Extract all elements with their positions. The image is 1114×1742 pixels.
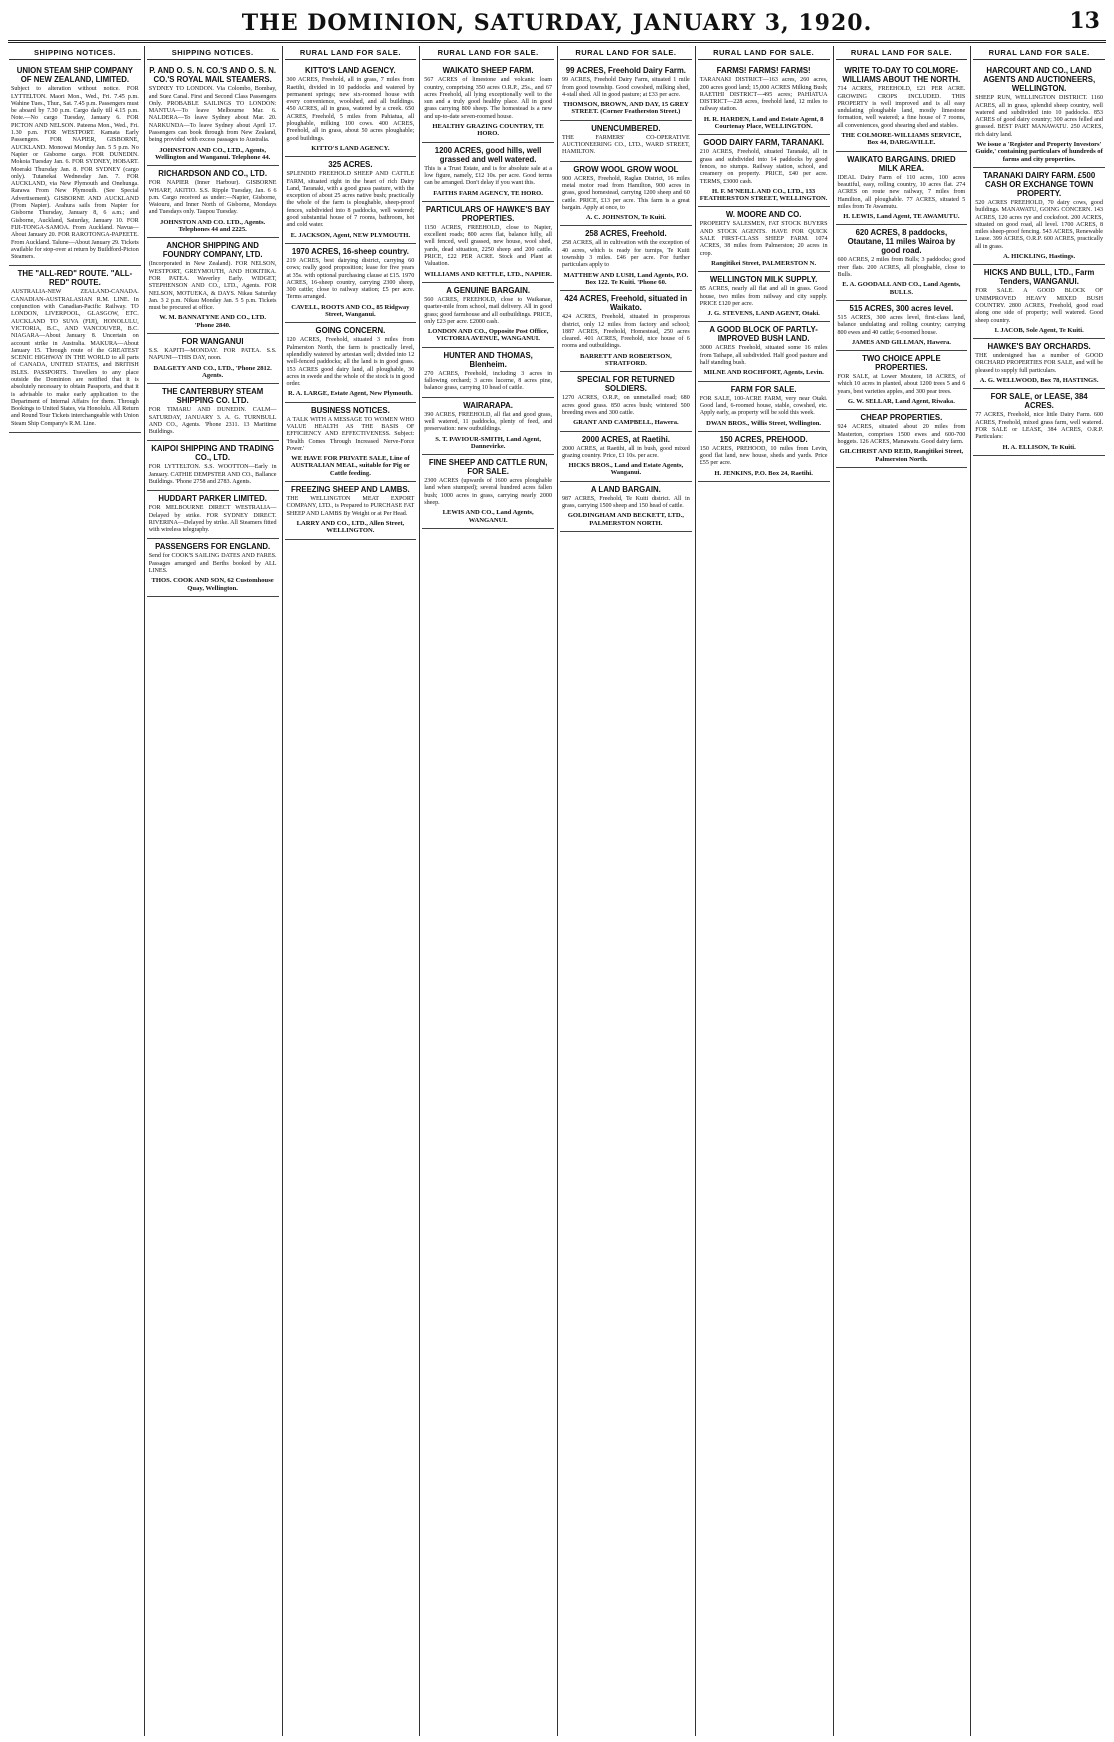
ad-title: 258 ACRES, Freehold. <box>585 229 667 239</box>
ad-title: A GOOD BLOCK OF PARTLY-IMPROVED BUSH LAND. <box>709 325 818 344</box>
advertisement <box>285 244 417 323</box>
ad-title: 2000 ACRES, at Raetihi. <box>581 434 670 444</box>
ad-title: TARANAKI DAIRY FARM. £500 CASH OR EXCHANGE TOWN PROPERTY. <box>983 170 1096 198</box>
ad-body: 600 ACRES, 2 miles from Bulls; 3 paddocks; good river flats. 200 ACRES, all ploughable, close to Bulls. <box>837 257 966 279</box>
ad-signature: I. JACOB, Sole Agent, Te Kuiti. <box>994 326 1084 334</box>
ad-body: A TALK WITH A MESSAGE TO WOMEN WHO VALUE HEALTH AS THE BASIS OF EFFICIENCY AND EFFECTIVENESS. Subject: 'Health Comes Through Increased Nerve-Force Power.' <box>286 416 415 452</box>
column-heading: SHIPPING NOTICES. <box>9 46 141 60</box>
ad-body: 258 ACRES, all in cultivation with the exception of 40 acres, which is ready for turnips, Te Kuiti township 3 miles. £46 per acre. For further particulars apply to <box>562 240 690 269</box>
advertisement <box>973 168 1105 265</box>
advertisement <box>560 482 692 532</box>
ad-title: 515 ACRES, 300 acres level. <box>849 303 954 313</box>
advertisement <box>836 152 968 226</box>
advertisement <box>560 162 692 227</box>
ad-title: HICKS AND BULL, LTD., Farm Tenders, WANGANUI. <box>983 268 1095 287</box>
advertisement <box>560 63 692 120</box>
ad-title: WELLINGTON MILK SUPPLY. <box>709 275 818 285</box>
ad-signature: LEWIS AND CO., Land Agents, WANGANUI. <box>442 509 534 524</box>
ad-signature: DALGETY AND CO., LTD., 'Phone 2812. Agents. <box>153 364 272 379</box>
column-rule <box>970 46 971 1736</box>
column-heading: RURAL LAND FOR SALE. <box>285 46 417 60</box>
ad-body: FOR SALE, at Lower Moutere, 18 ACRES, of which 10 acres in planted, about 1200 trees 5 and 6 years, best varieties apples, and 300 pear trees. <box>837 374 966 395</box>
ad-body: SHEEP RUN, WELLINGTON DISTRICT. 1160 ACRES, all in grass, splendid sheep country, well watered and subdivided into 10 paddocks. 853 ACRES of good dairy country; 300 acres felled and grassed. BEST PART MANAWATU. 250 ACRES, rich dairy land. <box>975 95 1103 138</box>
ad-body: THE FARMERS' CO-OPERATIVE AUCTIONEERING CO., LTD., WARD STREET, HAMILTON. <box>562 134 690 156</box>
ad-body: 987 ACRES, Freehold, Te Kuiti district. All in grass, carrying 1500 sheep and 150 head of cattle. <box>562 495 690 509</box>
ad-title: WAIKATO BARGAINS. DRIED MILK AREA. <box>847 154 956 173</box>
ad-body: 567 ACRES of limestone and volcanic loam country, comprising 350 acres O.R.P., 25s., and 67 acres Freehold, all lying exceptionally well to the sun and a truly good healthy place. All in good grass carrying 800 sheep. The homestead is a new and up-to-date seven-roomed house. <box>424 77 552 120</box>
ad-signature: THOS. COOK AND SON, 62 Customhouse Quay, Wellington. <box>151 577 274 592</box>
column-rule <box>833 46 834 1736</box>
ad-body: SYDNEY TO LONDON. Via Colombo, Bombay, and Suez Canal. First and Second Class Passengers Only. PROBABLE SAILINGS TO LONDON: MANTUA—To leave Melbourne Mar. 6. NALDERA—To leave Sydney about Mar. 20. NARKUNDA—To leave Sydney about April 17. Passengers can book through from New Zealand, being provided with excess passages to Australia. <box>148 86 277 144</box>
ad-body: IDEAL Dairy Farm of 110 acres, 100 acres beautiful, easy, rolling country, 10 acres flat. 274 ACRES on route new railway, 7 miles from Hamilton, all ploughable. 77 ACRES, situated 5 miles from Te Awamutu. <box>837 174 966 210</box>
ad-body: S.S. KAPITI—MONDAY. FOR PATEA. S.S. NAPUNI—THIS DAY, noon. <box>148 348 277 362</box>
ad-title: KAIPOI SHIPPING AND TRADING CO., LTD. <box>151 444 274 463</box>
ad-signature: J. G. STEVENS, LAND AGENT, Otaki. <box>707 310 820 318</box>
advertisement <box>147 384 279 441</box>
column-rule <box>419 46 420 1736</box>
ad-body: THE WELLINGTON MEAT EXPORT COMPANY, LTD., is Prepared to PURCHASE FAT SHEEP AND LAMBS By Weight or at Per Head. <box>286 496 415 517</box>
ad-title: A GENUINE BARGAIN. <box>446 285 530 295</box>
column-1 <box>9 46 141 1736</box>
ad-signature: DWAN BROS., Willis Street, Wellington. <box>706 419 822 427</box>
ad-title: UNION STEAM SHIP COMPANY OF NEW ZEALAND, LIMITED. <box>16 66 133 85</box>
ad-body: 2300 ACRES (upwards of 1600 acres ploughable land when stumped); several hundred acres fallen bush; 1000 acres in grass, carrying nearly 2000 sheep. <box>424 478 552 506</box>
ad-signature: A. C. JOHNSTON, Te Kuiti. <box>585 214 666 222</box>
advertisement <box>9 63 141 266</box>
page-number: 13 <box>1069 8 1100 34</box>
ad-signature: MATTHEW AND LUSH, Land Agents, P.O. Box 122. Te Kuiti. 'Phone 60. <box>563 271 689 286</box>
column-8 <box>973 46 1105 1736</box>
ad-title: ANCHOR SHIPPING AND FOUNDRY COMPANY, LTD. <box>162 241 263 260</box>
ad-title: 1200 ACRES, good hills, well grassed and well watered. <box>434 145 542 164</box>
ad-body: PROPERTY SALESMEN, FAT STOCK BUYERS AND STOCK AGENTS. HAVE FOR QUICK SALE FIRST-CLASS SHEEP FARM. 1074 ACRES, 38 miles from Palmerston; 20 acres in crop. <box>699 221 828 257</box>
advertisement <box>560 121 692 162</box>
advertisement <box>698 207 830 272</box>
advertisement <box>698 272 830 322</box>
column-4 <box>422 46 554 1736</box>
masthead <box>0 0 1114 44</box>
advertisement <box>560 432 692 482</box>
ad-signature: JAMES AND GILLMAN, Hawera. <box>851 338 951 346</box>
column-heading: SHIPPING NOTICES. <box>147 46 279 60</box>
ad-title: 620 ACRES, 8 paddocks, Otautane, 11 miles Wairoa by good road. <box>847 228 956 256</box>
ad-body: (Incorporated in New Zealand). FOR NELSON, WESTPORT, GREYMOUTH, AND HOKITIKA. FOR PATEA. Waverley Early. WIDGET, STEPHENSON AND CO., LTD., Agents. FOR NELSON, MOTUEKA, & DAYS. Nikau Saturday Jan. 3 2 p.m. Nikau Monday Jan. 5 5 p.m. Tickets must be procured at office. <box>148 261 277 312</box>
ad-signature: LARRY AND CO., LTD., Allen Street, WELLINGTON. <box>296 519 405 535</box>
column-heading: RURAL LAND FOR SALE. <box>422 46 554 60</box>
ad-body: This is a Trust Estate, and is for absolute sale at a low figure, namely, £12 10s. per acre. Good terms can be arranged. Don't delay if you want this. <box>424 165 552 187</box>
ad-signature: THE COLMORE-WILLIAMS SERVICE, Box 44, DARGAVILLE. <box>841 132 962 147</box>
ad-body: FOR TIMARU AND DUNEDIN. CALM—SATURDAY, JANUARY 3. A. G. TURNBULL AND CO., Agents. 'Phone 2311. 13 Maritime Buildings. <box>148 407 277 436</box>
ad-signature: HICKS BROS., Land and Estate Agents, Wanganui. <box>568 462 684 477</box>
ad-body: 924 ACRES, situated about 20 miles from Masterton, comprises 1500 ewes and 600-700 hoggets. 126 ACRES, Manawatu. Good dairy farm. <box>837 424 966 445</box>
ad-title: 424 ACRES, Freehold, situated in Waikato. <box>564 294 688 313</box>
advertisement <box>285 157 417 244</box>
ad-signature: We issue a 'Register and Property Investors' Guide,' containing particulars of hundreds of farms and city properties. <box>975 141 1103 163</box>
advertisement <box>422 398 554 455</box>
ad-title: BUSINESS NOTICES. <box>310 405 390 415</box>
advertisement <box>147 166 279 238</box>
column-3 <box>285 46 417 1736</box>
ad-title: THE "ALL-RED" ROUTE. "ALL-RED" ROUTE. <box>17 269 133 288</box>
ad-body: 1150 ACRES, FREEHOLD, close to Napier, excellent roads; 800 acres flat, balance hilly, all well fenced, well grassed, new house, wool shed, yards, dead situation, 2250 sheep and 200 cattle. PRICE, £22 PER ACRE. Stock and Plant at Valuation. <box>424 224 552 268</box>
column-2 <box>147 46 279 1736</box>
advertisement <box>560 226 692 291</box>
advertisement <box>560 372 692 431</box>
ad-title: 150 ACRES, PREHOOD. <box>719 434 808 444</box>
ad-title: TWO CHOICE APPLE PROPERTIES. <box>862 354 941 373</box>
advertisement <box>698 322 830 381</box>
advertisement <box>836 63 968 151</box>
ad-body: 99 ACRES, Freehold Dairy Farm, situated 1 mile from good township. Good cowshed, milking shed, 4-stall shed. All in good pasture; at £33 per acre. <box>562 77 690 98</box>
advertisement <box>836 301 968 351</box>
ad-signature: WILLIAMS AND KETTLE, LTD., NAPIER. <box>424 270 552 278</box>
advertisement <box>422 202 554 283</box>
ad-body: 560 ACRES, FREEHOLD, close to Waikanae, quarter-mile from school, mail delivery. All in good grass; good farmhouse and all outbuildings. PRICE, only £23 per acre. £2000 cash. <box>424 296 552 325</box>
ad-signature: JOHNSTON AND CO. LTD., Agents. Telephones 44 and 2225. <box>160 218 266 234</box>
ad-body: 515 ACRES, 300 acres level, first-class land, balance undulating and rolling country; carrying 800 ewes and 40 cattle; 6-roomed house. <box>837 314 966 336</box>
ad-body: 77 ACRES, Freehold, nice little Dairy Farm. 600 ACRES, Freehold, mixed grass farm, well watered. FOR SALE or LEASE, 384 ACRES, O.R.P. Particulars: <box>975 412 1103 441</box>
column-rule <box>144 46 145 1736</box>
ad-signature: BARRETT AND ROBERTSON, STRATFORD. <box>579 352 672 368</box>
ad-body: 150 ACRES, PREHOOD, 10 miles from Levin, good flat land, new house, sheds and yards. Price £55 per acre. <box>699 445 828 467</box>
ad-signature: FAITHS FARM AGENCY, TE HORO. <box>433 189 543 197</box>
column-heading: RURAL LAND FOR SALE. <box>560 46 692 60</box>
ad-title: FREEZING SHEEP AND LAMBS. <box>291 485 410 495</box>
ad-body: Subject to alteration without notice. FOR LYTTELTON. Maori Mon., Wed., Fri. 7.45 p.m. Wahine Tues., Thur., Sat. 7.45 p.m. Passengers must be aboard by 7.30 p.m. Cargo daily till 4.15 p.m. Note.—No cargo Tuesday, January 6. FOR PICTON AND NELSON. Pateena Mon., Wed., Fri. 1.30 p.m. FOR WESTPORT. Kamata Early Passengers. FOR NAPIER, GISBORNE, AUCKLAND. Monowai Monday Jan. 5 5 p.m. No Napier or Gisborne cargo. FOR DUNEDIN. Mokoia Tuesday Jan. 6. FOR SYDNEY, HOBART. Moeraki Thursday Jan. 8. FOR SYDNEY (cargo only). Tutanekai Wednesday Jan. 7. FOR AUCKLAND, via New Plymouth and Onehunga. Rarawa From New Plymouth. (See Special Advertisement). GISBORNE AND AUCKLAND (From Napier). Arahura sails from Napier for Gisborne Thursday, January 8, 6 a.m.; and Gisborne, Auckland, Saturday, January 10. FOR FIJI-TONGA-SAMOA. From Auckland. Navua—About January 20. FOR RAROTONGA-PAPEETE. From Auckland. Talune—About January 29. Tickets available for stop-over at return by Buildford-Picton Steamers. <box>11 86 139 261</box>
ad-body: THE undersigned has a number of GOOD ORCHARD PROPERTIES FOR SALE, and will be pleased to supply full particulars. <box>975 353 1103 374</box>
ad-signature: G. W. SELLAR, Land Agent, Riwaka. <box>847 398 955 406</box>
advertisement <box>698 135 830 207</box>
column-heading: RURAL LAND FOR SALE. <box>836 46 968 60</box>
ad-title: THE CANTERBURY STEAM SHIPPING CO. LTD. <box>161 387 264 406</box>
ad-title: HARCOURT AND CO., LAND AGENTS AND AUCTIONEERS, WELLINGTON. <box>983 66 1096 94</box>
ad-body: 1270 ACRES, O.R.P., on unmetalled road; 680 acres good grass. 850 acres bush; wintered 500 breeding ewes and 300 cattle. <box>562 395 690 416</box>
ad-title: PARTICULARS OF HAWKE'S BAY PROPERTIES. <box>425 204 551 223</box>
ad-body: FOR MELBOURNE DIRECT WESTRALIA—Delayed by strike. FOR SYDNEY DIRECT. RIVERINA—Delayed by strike. All Steamers fitted with wireless telegraphy. <box>148 505 277 534</box>
advertisement <box>285 323 417 402</box>
ad-title: HUDDART PARKER LIMITED. <box>158 494 267 504</box>
ad-title: FOR SALE, or LEASE, 384 ACRES. <box>990 392 1088 411</box>
advertisement <box>147 539 279 596</box>
column-heading: RURAL LAND FOR SALE. <box>698 46 830 60</box>
advertisement <box>973 265 1105 339</box>
advertisement <box>147 441 279 491</box>
ad-title: P. AND O. S. N. CO.'S AND O. S. N. CO.'S ROYAL MAIL STEAMERS. <box>149 66 277 85</box>
advertisement <box>836 225 968 300</box>
advertisement <box>698 432 830 482</box>
ad-body: 3000 ACRES Freehold, situated some 16 miles from Taihape, all subdivided. Half good pasture and half standing bush. <box>699 345 828 367</box>
ad-body: FOR NAPIER (Inner Harbour). GISBORNE WHARF, AKITIO. S.S. Ripple Tuesday, Jan. 6 6 p.m. Cargo received as under:—Napier, Gisborne, Waiouru, and Inner North of Gisborne, Mondays and Tuesdays only. Taupou Tuesday. <box>148 180 277 216</box>
ad-body: 219 ACRES, best dairying district, carrying 60 cows; really good proposition; lease for five years at 35s. with optional purchasing clause at £15. 1970 ACRES, 16-sheep country, carrying 2300 sheep, 300 cattle; close to railway station; £5 per acre. Terms arranged. <box>286 257 415 301</box>
ad-title: 1970 ACRES, 16-sheep country. <box>291 246 409 256</box>
column-7 <box>836 46 968 1736</box>
advertisement <box>698 63 830 135</box>
ad-signature: GRANT AND CAMPBELL, Hawera. <box>573 419 679 427</box>
masthead-rule <box>8 40 1106 43</box>
ad-body: FOR SALE, 100-ACRE FARM, very near Otaki. Good land, 6-roomed house, stable, cowshed, etc. Apply early, as property will be sold this week. <box>699 395 828 417</box>
ad-signature: JOHNSTON AND CO., LTD., Agents, Wellington and Wanganui. Telephone 44. <box>154 146 271 161</box>
ad-signature: GILCHRIST AND REID, Rangitikei Street, Palmerston North. <box>839 448 964 463</box>
ad-signature: W. M. BANNATYNE AND CO., LTD. 'Phone 2840. <box>159 314 266 329</box>
ad-title: W. MOORE AND CO. <box>725 210 802 220</box>
column-rule <box>557 46 558 1736</box>
advertisement <box>285 403 417 482</box>
column-rule <box>282 46 283 1736</box>
advertisement <box>147 63 279 166</box>
ad-title: GOOD DAIRY FARM, TARANAKI. <box>703 138 824 148</box>
ad-body: 390 ACRES, FREEHOLD, all flat and good grass, well watered, 11 paddocks, plenty of feed, and preservation: new outbuildings. <box>424 411 552 433</box>
ad-title: FOR WANGANUI <box>181 337 244 347</box>
column-rule <box>695 46 696 1736</box>
column-5 <box>560 46 692 1736</box>
ad-signature: R. A. LARGE, Estate Agent, New Plymouth. <box>288 390 413 398</box>
ad-signature: THOMSON, BROWN, AND DAY, 15 GREY STREET. (Corner Featherston Street.) <box>562 101 689 116</box>
ad-signature: Rangitikei Street, PALMERSTON N. <box>711 259 817 267</box>
ad-signature: A. HICKLING, Hastings. <box>1003 253 1076 261</box>
ad-signature: MILNE AND ROCHFORT, Agents, Levin. <box>703 369 824 377</box>
ad-title: 99 ACRES, Freehold Dairy Farm. <box>565 66 686 76</box>
ad-title: FARM FOR SALE. <box>730 384 797 394</box>
ad-signature: A. G. WELLWOOD, Box 78, HASTINGS. <box>979 377 1099 385</box>
ad-signature: GOLDINGHAM AND BECKETT, LTD., PALMERSTON NORTH. <box>567 512 684 527</box>
ad-body: SPLENDID FREEHOLD SHEEP AND CATTLE FARM, situated right in the heart of rich Dairy Land, Taranaki, with a good grass pasture, with the exception of about 25 acres native bush; practically the whole of the farm is ploughable, sheep-proof fences, subdivided into 8 paddocks, well watered; good substantial house of 7 rooms, bathroom, hot and cold water. <box>286 171 415 229</box>
advertisement <box>836 410 968 467</box>
ad-title: A LAND BARGAIN. <box>590 484 661 494</box>
ad-title: CHEAP PROPERTIES. <box>860 413 943 423</box>
ad-title: GOING CONCERN. <box>315 326 386 336</box>
ad-title: FARMS! FARMS! FARMS! <box>716 66 811 76</box>
ad-signature: E. JACKSON, Agent, NEW PLYMOUTH. <box>290 231 411 239</box>
ad-body: 520 ACRES FREEHOLD, 70 dairy cows, good buildings. MANAWATU, GOING CONCERN. 143 ACRES, 120 acres rye and cocksfoot. 200 ACRES, situated on good road, all level. 1700 ACRES, 8 miles sheep-proof fencing. 543 ACRES, Renewable Lease. 399 ACRES, O.R.P. 600 ACRES, practically all in grass. <box>975 199 1103 250</box>
advertisement <box>973 389 1105 455</box>
ad-title: SPECIAL FOR RETURNED SOLDIERS. <box>576 375 675 394</box>
ad-body: 714 ACRES, FREEHOLD, £21 PER ACRE. GROWING CROPS INCLUDED. THIS PROPERTY is well improved and is all easy undulating ploughable land, mostly limestone formation, well watered; a fine house of 7 rooms, all conveniences, good shearing shed and stables. <box>837 86 966 129</box>
advertisement <box>973 63 1105 168</box>
ad-body: 300 ACRES, Freehold, all in grass, 7 miles from Raetihi, divided in 10 paddocks and watered by permanent springs; new six-roomed house with every convenience, woolshed, and all buildings. 450 ACRES, all in grass, watered by a creek. 650 ACRES, Freehold, 5 miles from Pahiatua, all ploughable, milking 100 cows. 400 ACRES, Freehold, all in grass, about 50 acres ploughable; good buildings. <box>286 77 415 142</box>
ad-signature: H. LEWIS, Land Agent, TE AWAMUTU. <box>843 213 960 221</box>
advertisement <box>836 351 968 410</box>
advertisement <box>147 238 279 334</box>
ad-title: WAIRARAPA. <box>463 400 513 410</box>
advertisement <box>422 283 554 348</box>
ad-body: TARANAKI DISTRICT—163 acres, 260 acres, 200 acres good land; 15,000 ACRES Milking Bush; RAETIHI DISTRICT—495 acres; PAHIATUA DISTRICT—228 acres, freehold land, 12 miles to railway station. <box>699 77 828 113</box>
ad-body: 210 ACRES, Freehold, situated Taranaki, all in grass and subdivided into 14 paddocks by good fences, no stumps. Railway station, school, and creamery on property. PRICE, £40 per acre. TERMS, £3000 cash. <box>699 149 828 185</box>
ad-signature: H. JENKINS, P.O. Box 24, Raetihi. <box>714 469 813 477</box>
ad-signature: H. R. HARDEN, Land and Estate Agent, 8 Courtenay Place, WELLINGTON. <box>703 115 824 131</box>
masthead-title: THE DOMINION, SATURDAY, JANUARY 3, 1920. <box>241 10 873 36</box>
ad-title: RICHARDSON AND CO., LTD. <box>158 169 267 179</box>
advertisement <box>285 482 417 539</box>
ad-body: 120 ACRES, Freehold, situated 3 miles from Palmerston North, the farm is practically level, splendidly watered by artesian well; divided into 12 well-fenced paddocks; all the land is in good grass. 153 ACRES good dairy land, all ploughable, 30 acres in swede and the whole of the stock is in good order. <box>286 337 415 388</box>
ad-body: 270 ACRES, Freehold, including 3 acres in fallowing orchard; 3 acres lucerne, 8 acres pine, balance grass, carrying 10 head of cattle. <box>424 370 552 392</box>
advertisement <box>285 63 417 157</box>
advertisement <box>147 491 279 539</box>
ad-title: KITTO'S LAND AGENCY. <box>305 66 396 76</box>
ad-signature: KITTO'S LAND AGENCY. <box>311 144 390 152</box>
advertisement <box>422 143 554 202</box>
ad-title: PASSENGERS FOR ENGLAND. <box>155 542 271 552</box>
ad-title: UNENCUMBERED. <box>591 123 661 133</box>
ad-signature: S. T. PAVIOUR-SMITH, Land Agent, Dannevirke. <box>435 435 541 450</box>
ad-title: WAIKATO SHEEP FARM. <box>442 66 534 76</box>
advertisement <box>422 348 554 398</box>
advertisement <box>422 455 554 529</box>
ad-title: WRITE TO-DAY TO COLMORE-WILLIAMS ABOUT THE NORTH. <box>842 66 961 85</box>
ad-body: FOR SALE. A GOOD BLOCK OF UNIMPROVED HEAVY MIXED BUSH COUNTRY. 2800 ACRES, Freehold, good road along one side of property; well watered. Good sheep country. <box>975 288 1103 324</box>
ad-signature: WE HAVE FOR PRIVATE SALE, Line of AUSTRALIAN MEAL, suitable for Pig or Cattle feeding. <box>290 455 410 477</box>
advertisement <box>422 63 554 142</box>
advertisement <box>560 291 692 372</box>
ad-signature: HEALTHY GRAZING COUNTRY, TE HORO. <box>432 123 544 138</box>
ad-title: FINE SHEEP AND CATTLE RUN, FOR SALE. <box>428 458 548 477</box>
ad-title: 325 ACRES. <box>328 160 373 170</box>
ad-signature: H. A. ELLISON, Te Kuiti. <box>1002 443 1076 451</box>
ad-title: HAWKE'S BAY ORCHARDS. <box>987 342 1091 352</box>
column-heading: RURAL LAND FOR SALE. <box>973 46 1105 60</box>
ad-body: FOR LYTTELTON. S.S. WOOTTON—Early in January. CATHIE DEMPSTER AND CO., Ballance Buildings. 'Phone 2758 and 2783. Agents. <box>148 464 277 485</box>
advertisement <box>698 382 830 432</box>
ad-body: Send for COOK'S SAILING DATES AND FARES. Passages arranged and Berths booked by ALL LINES. <box>148 553 277 575</box>
column-6 <box>698 46 830 1736</box>
advertisement <box>147 334 279 384</box>
ad-body: AUSTRALIA-NEW ZEALAND-CANADA. CANADIAN-AUSTRALASIAN R.M. LINE. In conjunction with Canadian-Pacific Railway. TO LONDON, LIVERPOOL, GLASGOW, ETC. AUCKLAND TO SUVA (FIJI), HONOLULU, VICTORIA, B.C., AND VANCOUVER, B.C. NIAGARA—About January 8. Uncertain on account strike in Australia. MAKURA—About January 15. Through route of the GREATEST SCENIC HIGHWAY IN THE WORLD to all parts of CANADA, UNITED STATES, and BRITISH ISLES. PASSPORTS. Travellers to any place outside the Dominion are notified that it is absolutely necessary to obtain Passports, and that it is advisable to make early application to the Department of Internal Affairs for them. Through Bookings to United States, via Honolulu. All Return and Round Tour Tickets interchangeable with Union Steam Ship Company's R.M. Line. <box>11 289 139 427</box>
ad-signature: E. A. GOODALL AND CO., Land Agents, BULLS. <box>842 281 961 296</box>
ad-title: GROW WOOL GROW WOOL <box>573 164 679 174</box>
advertisement <box>9 266 141 433</box>
ad-body: 85 ACRES, nearly all flat and all in grass. Good house, two miles from railway and city supply. PRICE £120 per acre. <box>699 286 828 307</box>
advertisement <box>973 339 1105 389</box>
ad-title: HUNTER AND THOMAS, Blenheim. <box>443 350 533 369</box>
ad-body: 2000 ACRES, at Raetihi, all in bush, good mixed grazing country. Price, £1 10s. per acre. <box>562 445 690 459</box>
ad-body: 900 ACRES, Freehold, Raglan District, 16 miles metal motor road from Hamilton, 900 acres in grass, good homestead, carrying 1200 sheep and 60 cattle. PRICE, £13 per acre. This farm is a great bargain. Apply at once, to <box>562 175 690 211</box>
ad-signature: CAVELL, ROOTS AND CO., 85 Ridgway Street, Wanganui. <box>291 303 410 319</box>
ad-signature: LONDON AND CO., Opposite Post Office, VICTORIA AVENUE, WANGANUI. <box>427 328 549 343</box>
ad-signature: H. F. M'NEILL AND CO., LTD., 133 FEATHERSTON STREET, WELLINGTON. <box>699 187 828 203</box>
ad-body: 424 ACRES, Freehold, situated in prosperous district, only 12 miles from factory and school; 1887 ACRES, Freehold, Homestead, 250 acres cleared. 401 ACRES, Freehold, nice house of 6 rooms and outbuildings. <box>562 314 690 350</box>
